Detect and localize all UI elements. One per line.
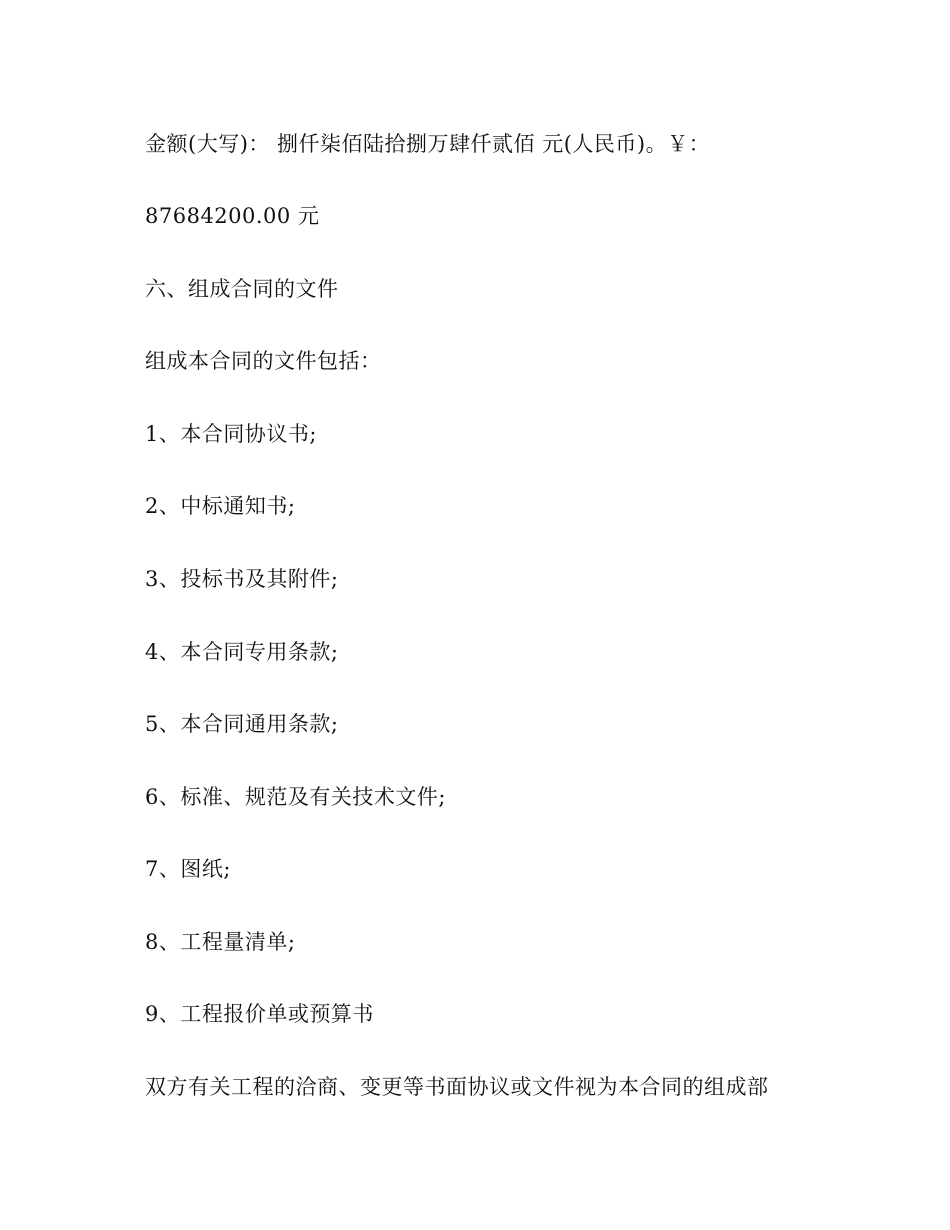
list-item: 3、投标书及其附件; — [145, 567, 339, 591]
documents-intro: 组成本合同的文件包括： — [145, 349, 382, 373]
list-item: 2、中标通知书; — [145, 494, 296, 518]
list-item: 8、工程量清单; — [145, 930, 296, 954]
list-item: 6、标准、规范及有关技术文件; — [145, 785, 446, 809]
contract-amount-text: 金额(大写)： 捌仟柒佰陆拾捌万肆仟贰佰 元(人民币)。￥： — [145, 132, 711, 156]
list-item: 1、本合同协议书; — [145, 422, 317, 446]
list-item: 5、本合同通用条款; — [145, 712, 339, 736]
closing-paragraph: 双方有关工程的洽商、变更等书面协议或文件视为本合同的组成部 — [145, 1075, 769, 1099]
list-item: 9、工程报价单或预算书 — [145, 1002, 374, 1026]
section-heading: 六、组成合同的文件 — [145, 277, 339, 301]
list-item: 7、图纸; — [145, 857, 231, 881]
contract-amount-figure: 87684200.00 元 — [145, 204, 320, 228]
list-item: 4、本合同专用条款; — [145, 640, 339, 664]
